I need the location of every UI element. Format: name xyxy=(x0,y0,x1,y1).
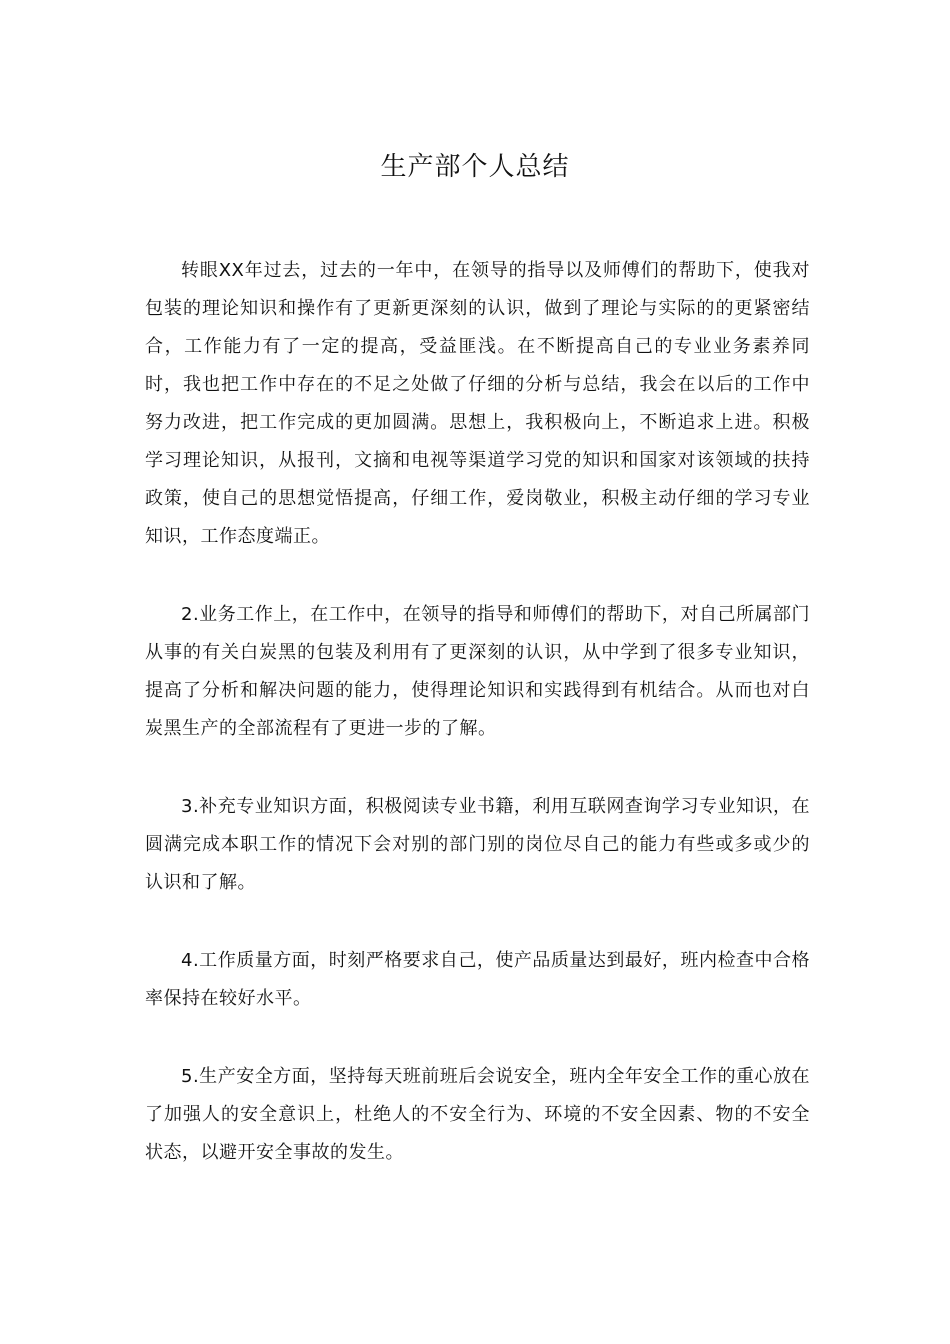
paragraph-business-work: 2.业务工作上，在工作中，在领导的指导和师傅们的帮助下，对自己所属部门从事的有关白炭黑的包装及利用有了更深刻的认识，从中学到了很多专业知识，提高了分析和解决问题的能力，使得理论知识和实践得到有机结合。从而也对白炭黑生产的全部流程有了更进一步的了解。 xyxy=(145,604,810,739)
paragraph-intro: 转眼XX年过去，过去的一年中，在领导的指导以及师傅们的帮助下，使我对包装的理论知识和操作有了更新更深刻的认识，做到了理论与实际的的更紧密结合，工作能力有了一定的提高，受益匪浅。在不断提高自己的专业业务素养同时，我也把工作中存在的不足之处做了仔细的分析与总结，我会在以后的工作中努力改进，把工作完成的更加圆满。思想上，我积极向上，不断追求上进。积极学习理论知识，从报刊，文摘和电视等渠道学习党的知识和国家对该领域的扶持政策，使自己的思想觉悟提高，仔细工作，爱岗敬业，积极主动仔细的学习专业知识，工作态度端正。 xyxy=(145,260,810,547)
document-title: 生产部个人总结 xyxy=(380,152,570,183)
paragraph-professional-knowledge: 3.补充专业知识方面，积极阅读专业书籍，利用互联网查询学习专业知识，在圆满完成本职工作的情况下会对别的部门别的岗位尽自己的能力有些或多或少的认识和了解。 xyxy=(145,796,810,893)
paragraph-work-quality: 4.工作质量方面，时刻严格要求自己，使产品质量达到最好，班内检查中合格率保持在较好水平。 xyxy=(145,950,810,1009)
document-body xyxy=(145,252,810,1212)
paragraph-production-safety: 5.生产安全方面，坚持每天班前班后会说安全，班内全年安全工作的重心放在了加强人的安全意识上，杜绝人的不安全行为、环境的不安全因素、物的不安全状态，以避开安全事故的发生。 xyxy=(145,1066,810,1163)
